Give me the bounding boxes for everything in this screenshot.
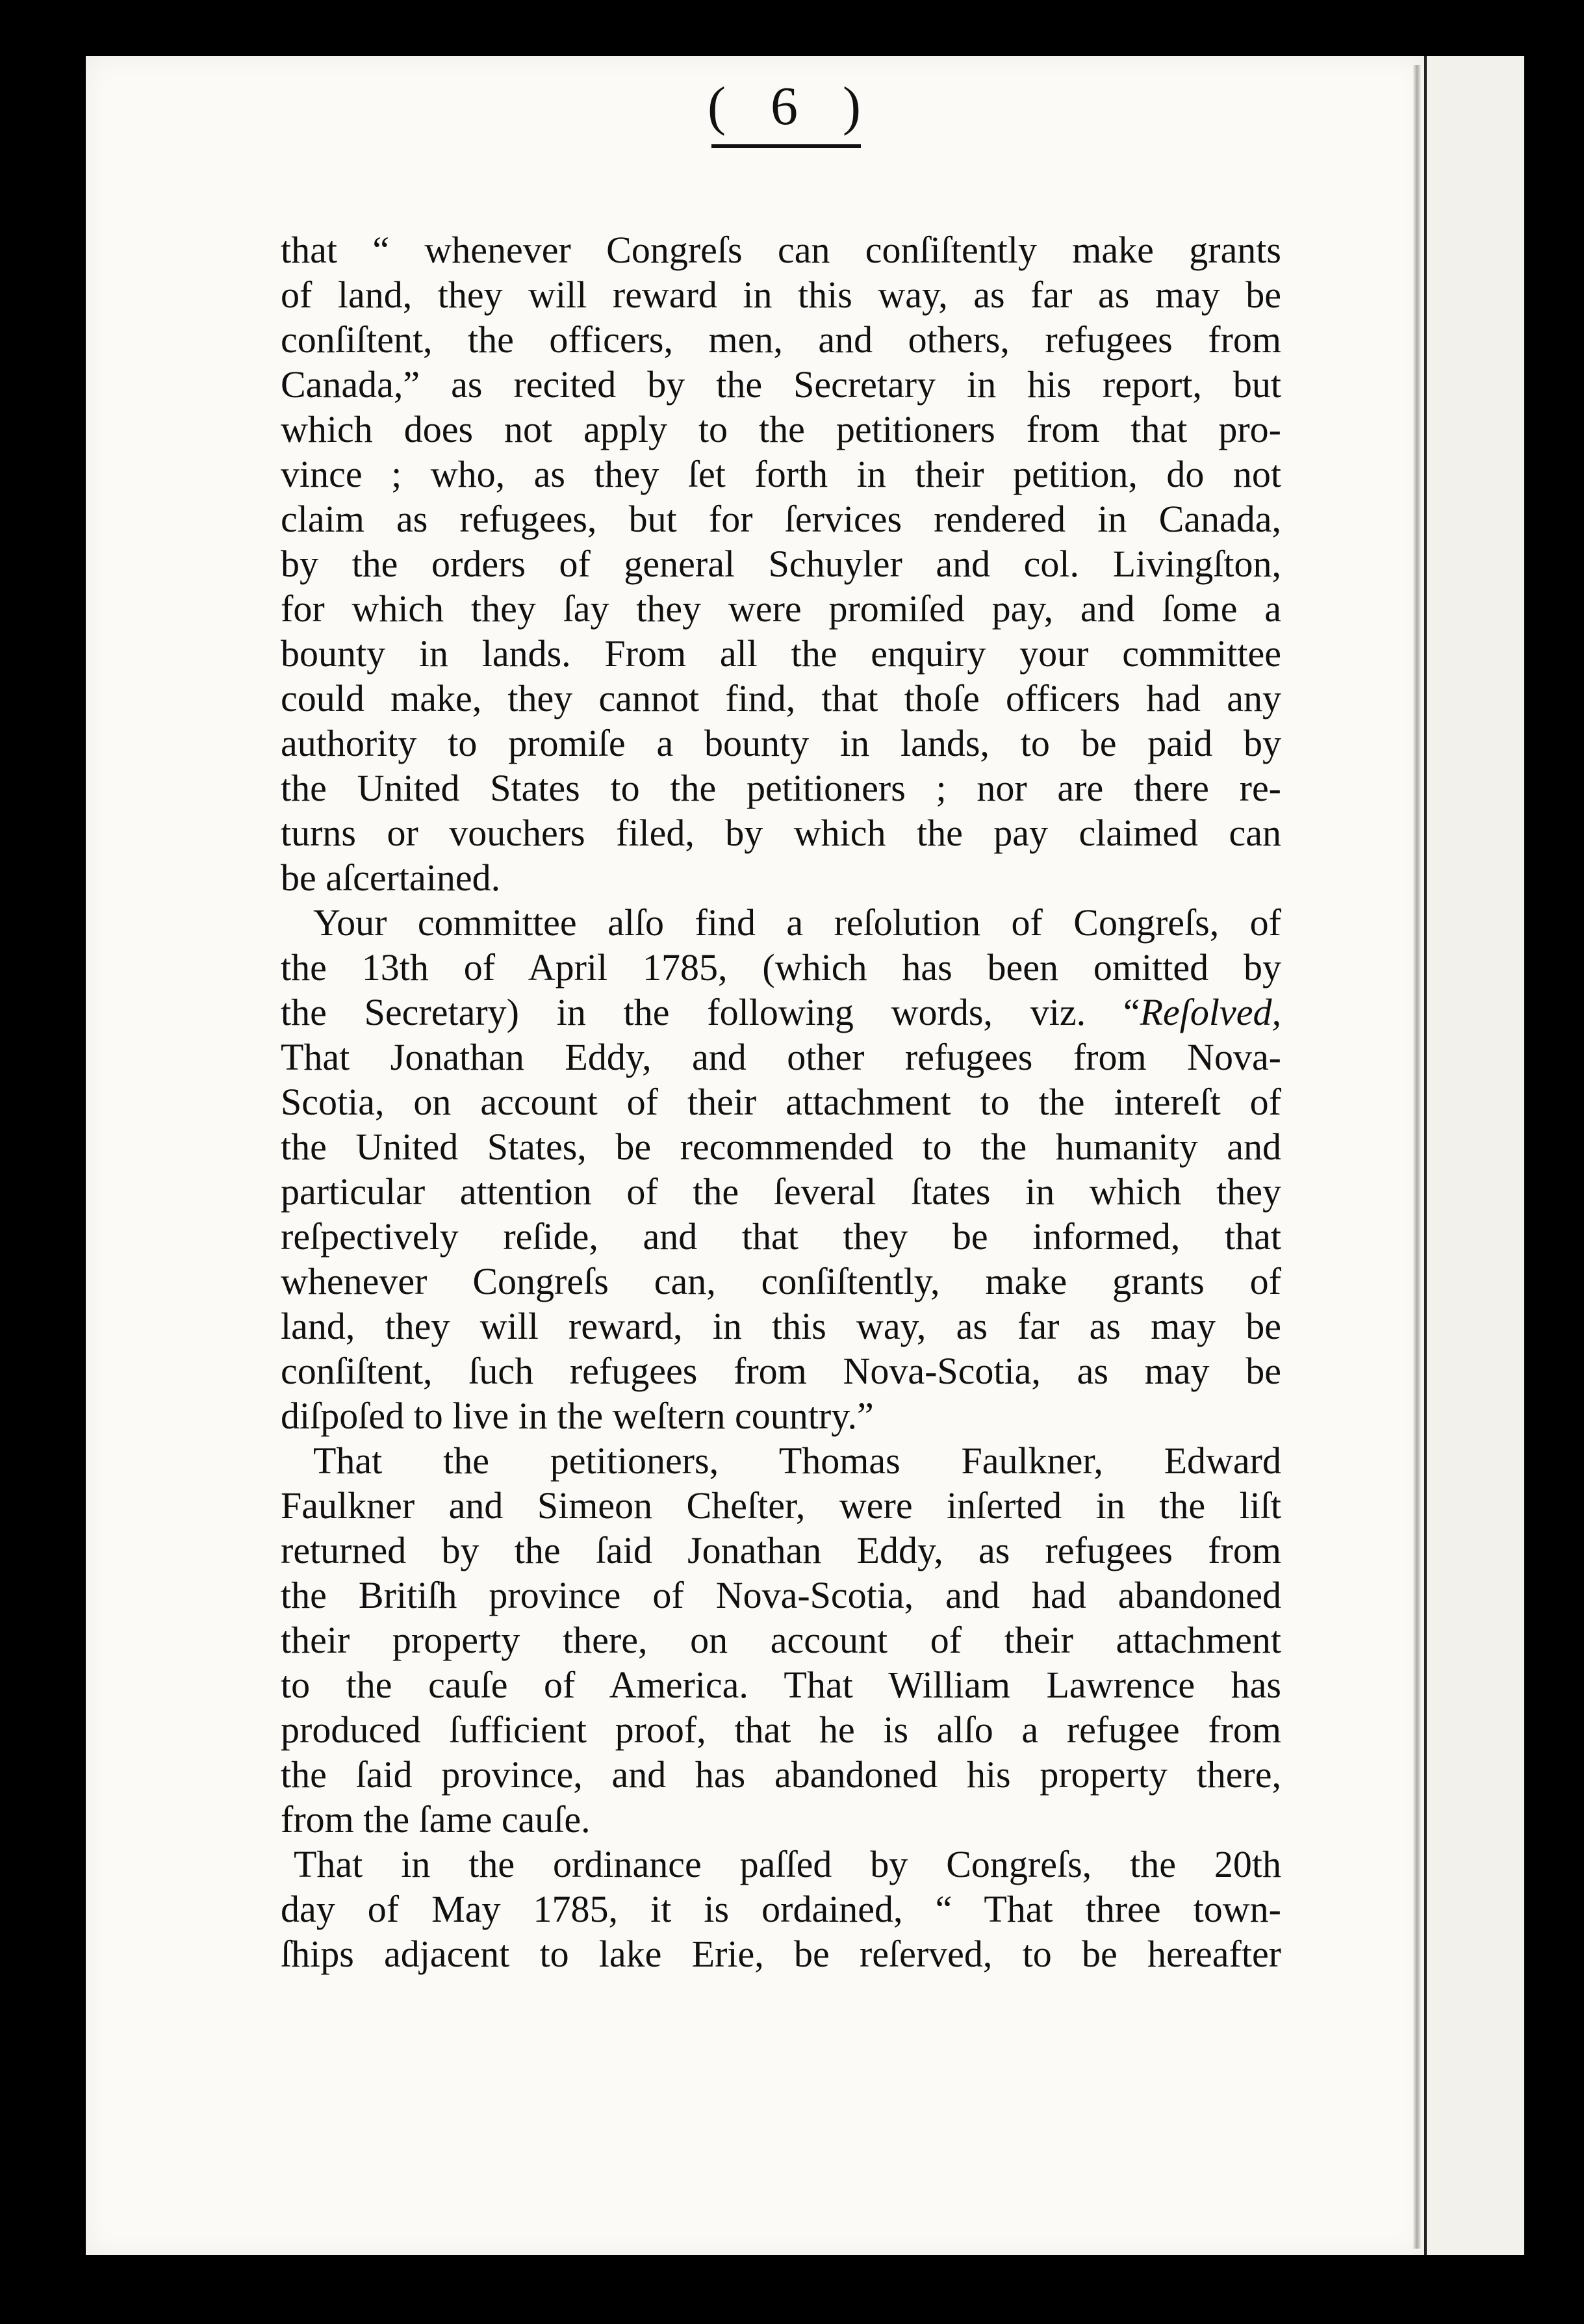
text-line: Faulkner and Simeon Cheſter, were inſerted in the liſt	[281, 1484, 1281, 1527]
text-line: That the petitioners, Thomas Faulkner, Edward	[313, 1440, 1281, 1482]
page-number: ( 6 )	[708, 76, 876, 136]
text-line: by the orders of general Schuyler and col. Livingſton,	[281, 543, 1281, 585]
text-line: the ſaid province, and has abandoned his property there,	[281, 1753, 1281, 1796]
text-line: produced ſufficient proof, that he is alſo a refugee from	[281, 1709, 1281, 1751]
text-line: that “ whenever Congreſs can conſiſtently make grants	[281, 229, 1281, 271]
text-line: whenever Congreſs can, conſiſtently, make grants of	[281, 1260, 1281, 1302]
text-line: authority to promiſe a bounty in lands, to be paid by	[281, 722, 1281, 764]
text-line: their property there, on account of their attachment	[281, 1619, 1281, 1661]
text-line: vince ; who, as they ſet forth in their petition, do not	[281, 453, 1281, 495]
italic-term: Reſolved,	[1140, 991, 1281, 1033]
text-line: from the ſame cauſe.	[281, 1798, 591, 1840]
body-text	[281, 227, 1281, 1976]
text-line: reſpectively reſide, and that they be informed, that	[281, 1215, 1281, 1258]
text-line: ſhips adjacent to lake Erie, be reſerved, to be hereafter	[281, 1933, 1281, 1975]
text-line: the 13th of April 1785, (which has been omitted by	[281, 946, 1281, 988]
adjacent-page-edge	[1424, 56, 1524, 2255]
text-line: land, they will reward, in this way, as far as may be	[281, 1305, 1281, 1347]
text-line: That in the ordinance paſſed by Congreſs, the 20th	[294, 1843, 1281, 1885]
text-line: particular attention of the ſeveral ſtates in which they	[281, 1170, 1281, 1213]
text-line: for which they ſay they were promiſed pay, and ſome a	[281, 587, 1281, 630]
text-line: which does not apply to the petitioners from that pro-	[281, 408, 1281, 450]
text-line: conſiſtent, ſuch refugees from Nova-Scotia, as may be	[281, 1350, 1281, 1392]
text-line: day of May 1785, it is ordained, “ That three town-	[281, 1888, 1281, 1930]
text-line: turns or vouchers filed, by which the pay claimed can	[281, 812, 1281, 854]
text-line: That Jonathan Eddy, and other refugees from Nova-	[281, 1036, 1281, 1078]
text-line: conſiſtent, the officers, men, and others, refugees from	[281, 318, 1281, 361]
text-line: of land, they will reward in this way, as far as may be	[281, 274, 1281, 316]
text-line: the United States, be recommended to the humanity and	[281, 1126, 1281, 1168]
page-number-rule	[711, 144, 861, 148]
text-line: Canada,” as recited by the Secretary in his report, but	[281, 363, 1281, 406]
text-line: Scotia, on account of their attachment to the intereſt of	[281, 1081, 1281, 1123]
text-line: be aſcertained.	[281, 857, 501, 899]
text-line: claim as refugees, but for ſervices rendered in Canada,	[281, 498, 1281, 540]
text-segment: the Secretary) in the following words, viz. “	[281, 991, 1140, 1033]
text-line: the Britiſh province of Nova-Scotia, and had abandoned	[281, 1574, 1281, 1616]
text-line	[281, 990, 1281, 1035]
text-line: Your committee alſo find a reſolution of Congreſs, of	[313, 901, 1281, 944]
text-line: the United States to the petitioners ; nor are there re-	[281, 767, 1281, 809]
text-line: returned by the ſaid Jonathan Eddy, as refugees from	[281, 1529, 1281, 1571]
text-line: bounty in lands. From all the enquiry your committee	[281, 632, 1281, 675]
text-line: could make, they cannot find, that thoſe officers had any	[281, 677, 1281, 719]
text-line: to the cauſe of America. That William Lawrence has	[281, 1664, 1281, 1706]
page-fold-shadow	[1413, 65, 1421, 2249]
text-line: diſpoſed to live in the weſtern country.”	[281, 1395, 874, 1437]
